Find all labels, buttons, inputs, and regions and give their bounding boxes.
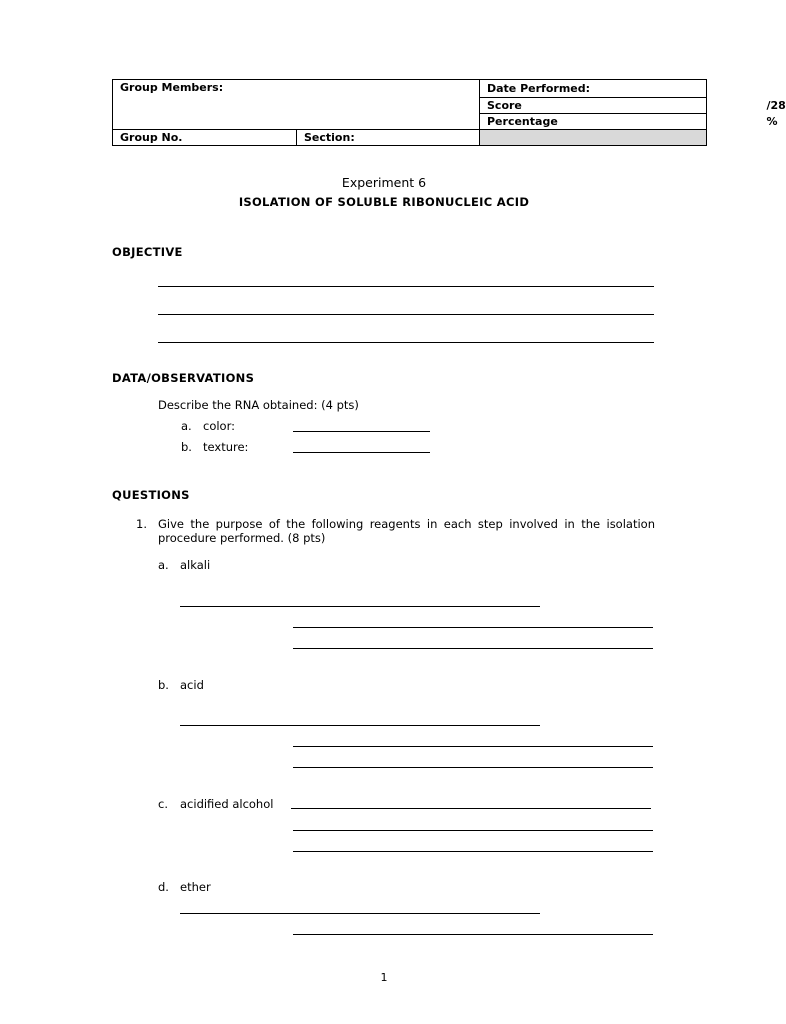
list-letter: b. bbox=[181, 440, 192, 454]
data-heading: DATA/OBSERVATIONS bbox=[112, 371, 255, 385]
answer-line bbox=[158, 342, 654, 343]
data-prompt: Describe the RNA obtained: (4 pts) bbox=[158, 398, 359, 412]
question-text-line2: procedure performed. (8 pts) bbox=[158, 531, 326, 545]
alkali-label: alkali bbox=[180, 558, 211, 572]
list-letter: a. bbox=[158, 558, 169, 572]
list-letter: b. bbox=[158, 678, 169, 692]
page-number: 1 bbox=[380, 971, 388, 984]
ether-label: ether bbox=[180, 880, 211, 894]
answer-line bbox=[180, 606, 540, 607]
objective-heading: OBJECTIVE bbox=[112, 245, 183, 259]
answer-line bbox=[293, 627, 653, 628]
score-cell bbox=[480, 98, 786, 114]
score-label: Score bbox=[487, 99, 522, 112]
question-text-line1: Give the purpose of the following reagents in each step involved in the isolation bbox=[158, 517, 655, 531]
answer-line bbox=[293, 767, 653, 768]
answer-line bbox=[293, 648, 653, 649]
acidified-alcohol-label: acidified alcohol bbox=[180, 797, 274, 811]
list-letter: d. bbox=[158, 880, 169, 894]
questions-heading: QUESTIONS bbox=[112, 488, 190, 502]
answer-line bbox=[158, 314, 654, 315]
experiment-number: Experiment 6 bbox=[341, 175, 427, 190]
color-label: color: bbox=[203, 419, 235, 433]
header-table bbox=[112, 79, 786, 146]
percentage-cell bbox=[480, 114, 778, 130]
acid-label: acid bbox=[180, 678, 204, 692]
group-members-label: Group Members: bbox=[113, 80, 480, 130]
shaded-cell bbox=[480, 130, 707, 146]
answer-line bbox=[293, 746, 653, 747]
section-label: Section: bbox=[297, 130, 480, 146]
question-number: 1. bbox=[136, 517, 147, 531]
texture-label: texture: bbox=[203, 440, 249, 454]
answer-line bbox=[180, 913, 540, 914]
percentage-value: % bbox=[766, 115, 778, 128]
list-letter: c. bbox=[158, 797, 168, 811]
answer-line bbox=[293, 851, 653, 852]
texture-answer-line bbox=[293, 452, 430, 453]
date-performed-label: Date Performed: bbox=[480, 80, 707, 98]
answer-line bbox=[158, 286, 654, 287]
color-answer-line bbox=[293, 431, 430, 432]
group-no-label: Group No. bbox=[113, 130, 297, 146]
answer-line bbox=[180, 725, 540, 726]
experiment-title: ISOLATION OF SOLUBLE RIBONUCLEIC ACID bbox=[238, 195, 530, 209]
answer-line bbox=[293, 830, 653, 831]
score-value: /28 bbox=[766, 99, 786, 112]
answer-line bbox=[291, 808, 651, 809]
answer-line bbox=[293, 934, 653, 935]
list-letter: a. bbox=[181, 419, 192, 433]
percentage-label: Percentage bbox=[487, 115, 558, 128]
